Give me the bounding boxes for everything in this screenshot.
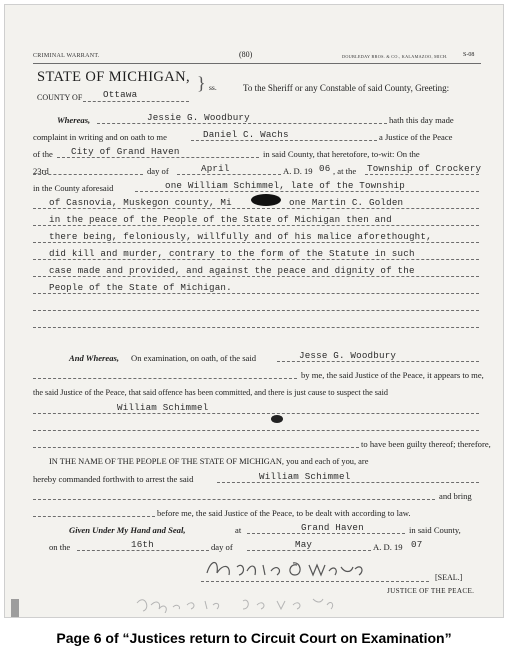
signature-line: [201, 581, 429, 582]
text: the said Justice of the Peace, that said offence has been committed, and there is just cause to suspect the said: [33, 388, 388, 397]
greeting: To the Sheriff or any Constable of said County, Greeting:: [243, 83, 450, 93]
arrest-name: William Schimmel: [259, 471, 351, 482]
county-value: Ottawa: [103, 89, 138, 100]
line: [247, 533, 405, 534]
year: 06: [319, 163, 331, 174]
line: [33, 174, 143, 175]
text: in the County aforesaid: [33, 183, 114, 193]
text: did kill and murder, contrary to the form of the Statute in such: [49, 248, 415, 259]
ink-spot: [271, 415, 283, 423]
text: 23rd: [33, 166, 49, 176]
line: [33, 242, 479, 243]
binding-mark: [11, 599, 19, 617]
city-name: City of Grand Haven: [71, 146, 180, 157]
form-name: CRIMINAL WARRANT.: [33, 53, 100, 59]
and-whereas-label: And Whereas,: [69, 353, 119, 363]
printer-credit: DOUBLEDAY BROS. & CO., KALAMAZOO, MICH.: [342, 54, 448, 59]
text: IN THE NAME OF THE PEOPLE OF THE STATE OF MICHIGAN, you and each of you, are: [49, 457, 369, 466]
line: [135, 191, 479, 192]
header-rule: [33, 63, 481, 64]
suspect-name: William Schimmel: [117, 402, 209, 413]
text: on the: [49, 542, 71, 552]
given-place: Grand Haven: [301, 522, 364, 533]
line: [177, 174, 281, 175]
text: in said County, that heretofore, to-wit: On the: [263, 149, 420, 159]
complainant-name: Jessie G. Woodbury: [147, 112, 250, 123]
warrant-document: [4, 4, 504, 618]
text: case made and provided, and against the peace and dignity of the: [49, 265, 415, 276]
text: there being, feloniously, willfully and of his malice aforethought,: [49, 231, 432, 242]
ink-blot: [251, 194, 281, 206]
line: [33, 413, 479, 414]
place: Township of Crockery: [367, 163, 482, 174]
text: hath this day made: [389, 115, 454, 125]
given-month: May: [295, 539, 313, 550]
text: day of: [211, 542, 233, 552]
text: A. D. 19: [373, 542, 403, 552]
text: one Martin C. Golden: [289, 197, 404, 208]
examined-name: Jesse G. Woodbury: [299, 350, 397, 361]
line: [97, 123, 387, 124]
document-title: STATE OF MICHIGAN,: [37, 69, 191, 85]
line: [247, 550, 371, 551]
line: [33, 293, 479, 294]
text: to have been guilty thereof; therefore,: [361, 439, 491, 449]
text: , at the: [333, 166, 357, 176]
line: [33, 516, 155, 517]
given-label: Given Under My Hand and Seal,: [69, 525, 186, 535]
month: April: [201, 163, 230, 174]
form-code: S-08: [463, 52, 475, 58]
text: of Casnovia, Muskegon county, Mi: [49, 197, 232, 208]
page-caption: Page 6 of “Justices return to Circuit Court on Examination”: [56, 630, 452, 646]
justice-name: Daniel C. Wachs: [203, 129, 289, 140]
text: complaint in writing and on oath to me: [33, 132, 167, 142]
line: [77, 550, 209, 551]
text: day of: [147, 166, 169, 176]
faint-handwriting: [133, 589, 343, 613]
text: A. D. 19: [283, 166, 313, 176]
given-year: 07: [411, 539, 423, 550]
whereas-label: Whereas,: [57, 115, 91, 125]
text: in the peace of the People of the State of Michigan then and: [49, 214, 392, 225]
text: and bring: [439, 491, 472, 501]
text: of the: [33, 149, 53, 159]
brace: }: [197, 73, 206, 93]
text: People of the State of Michigan.: [49, 282, 232, 293]
line: [191, 140, 377, 141]
text: On examination, on oath, of the said: [131, 353, 257, 363]
line: [33, 225, 479, 226]
line: [33, 378, 297, 379]
blank-line: [33, 430, 479, 431]
text: before me, the said Justice of the Peace, to be dealt with according to law.: [157, 508, 411, 518]
justice-title: JUSTICE OF THE PEACE.: [387, 587, 475, 595]
text: by me, the said Justice of the Peace, it appears to me,: [301, 370, 484, 380]
text: hereby commanded forthwith to arrest the said: [33, 474, 194, 484]
county-label: COUNTY OF: [37, 93, 83, 102]
line: [365, 174, 479, 175]
seal-label: [SEAL.]: [435, 573, 463, 582]
text: a Justice of the Peace: [379, 132, 453, 142]
line: [33, 499, 435, 500]
county-line: [83, 101, 189, 102]
line: [33, 276, 479, 277]
ss-mark: ss.: [209, 83, 217, 92]
line: [57, 157, 259, 158]
text: in said County,: [409, 525, 461, 535]
line: [33, 259, 479, 260]
page-number: (80): [239, 50, 253, 59]
given-day: 16th: [131, 539, 154, 550]
text: at: [235, 525, 242, 535]
blank-line: [33, 310, 479, 311]
blank-line: [33, 327, 479, 328]
text: one William Schimmel, late of the Township: [165, 180, 405, 191]
line: [277, 361, 479, 362]
line: [33, 208, 479, 209]
line: [217, 482, 479, 483]
justice-signature: [201, 557, 373, 581]
line: [33, 447, 359, 448]
